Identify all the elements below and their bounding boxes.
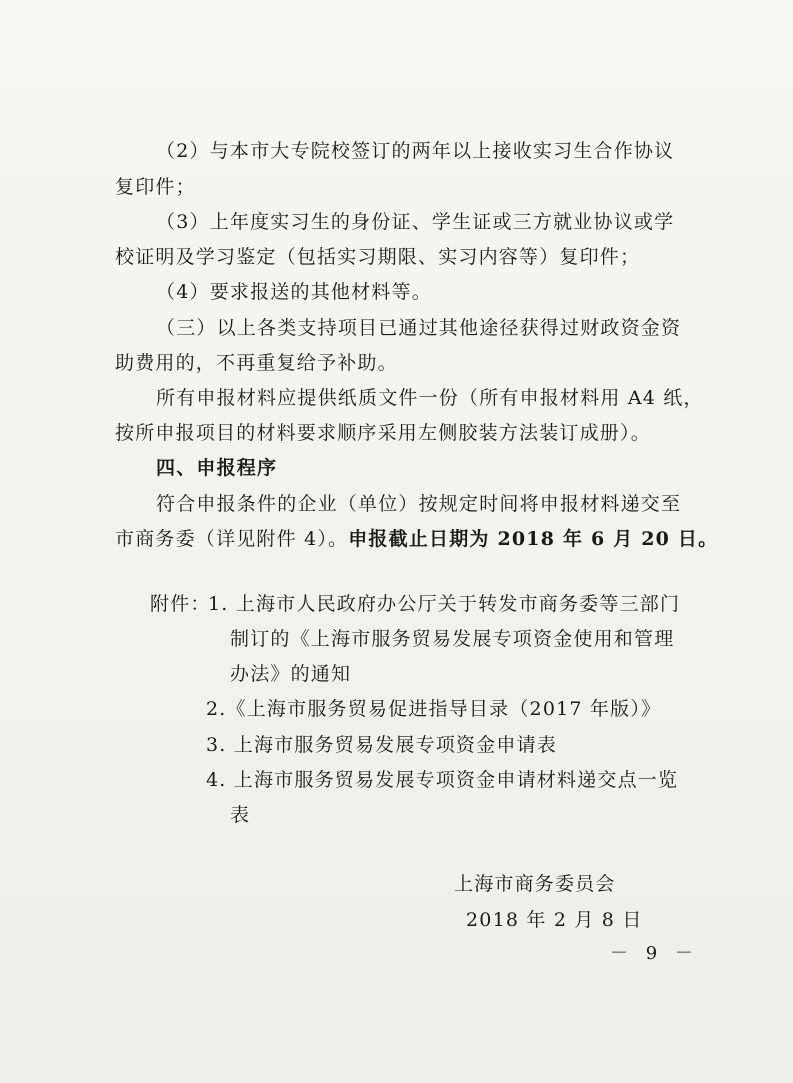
attachment-4-line-1: 4. 上海市服务贸易发展专项资金申请材料递交点一览 (206, 769, 679, 791)
item-3-line-1: （3）上年度实习生的身份证、学生证或三方就业协议或学 (156, 211, 675, 233)
item-2-line-1: （2）与本市大专院校签订的两年以上接收实习生合作协议 (156, 140, 675, 162)
submission-note: 市商务委（详见附件 4）。 (115, 528, 349, 550)
page-number: － 9 － (610, 943, 699, 964)
signature-organization: 上海市商务委员会 (454, 873, 616, 895)
materials-line-1: 所有申报材料应提供纸质文件一份（所有申报材料用 A4 纸， (156, 387, 704, 409)
item-iii-line-1: （三）以上各类支持项目已通过其他途径获得过财政资金资 (156, 317, 682, 339)
signature-date: 2018 年 2 月 8 日 (466, 909, 643, 931)
attachment-1-line-3: 办法》的通知 (230, 663, 352, 685)
item-2-line-2: 复印件； (115, 176, 196, 198)
attachment-1-line-2: 制订的《上海市服务贸易发展专项资金使用和管理 (230, 628, 675, 650)
section-4-para-line-2 (115, 527, 718, 551)
attachment-4-line-2: 表 (230, 804, 251, 826)
attachment-3: 3. 上海市服务贸易发展专项资金申请表 (206, 734, 557, 756)
attachment-2: 2.《上海市服务贸易促进指导目录（2017 年版）》 (206, 698, 662, 720)
deadline-note: 申报截止日期为 2018 年 6 月 20 日。 (348, 528, 719, 550)
section-4-heading: 四、申报程序 (156, 457, 278, 479)
section-4-para-line-1: 符合申报条件的企业（单位）按规定时间将申报材料递交至 (156, 493, 682, 515)
materials-line-2: 按所申报项目的材料要求顺序采用左侧胶装方法装订成册）。 (115, 422, 651, 444)
item-4: （4）要求报送的其他材料等。 (156, 281, 432, 303)
attachment-1-line-1: 1. 上海市人民政府办公厅关于转发市商务委等三部门 (208, 593, 681, 615)
item-iii-line-2: 助费用的，不再重复给予补助。 (115, 352, 398, 374)
item-3-line-2: 校证明及学习鉴定（包括实习期限、实习内容等）复印件； (115, 246, 641, 268)
attachments-label: 附件： (150, 593, 211, 615)
